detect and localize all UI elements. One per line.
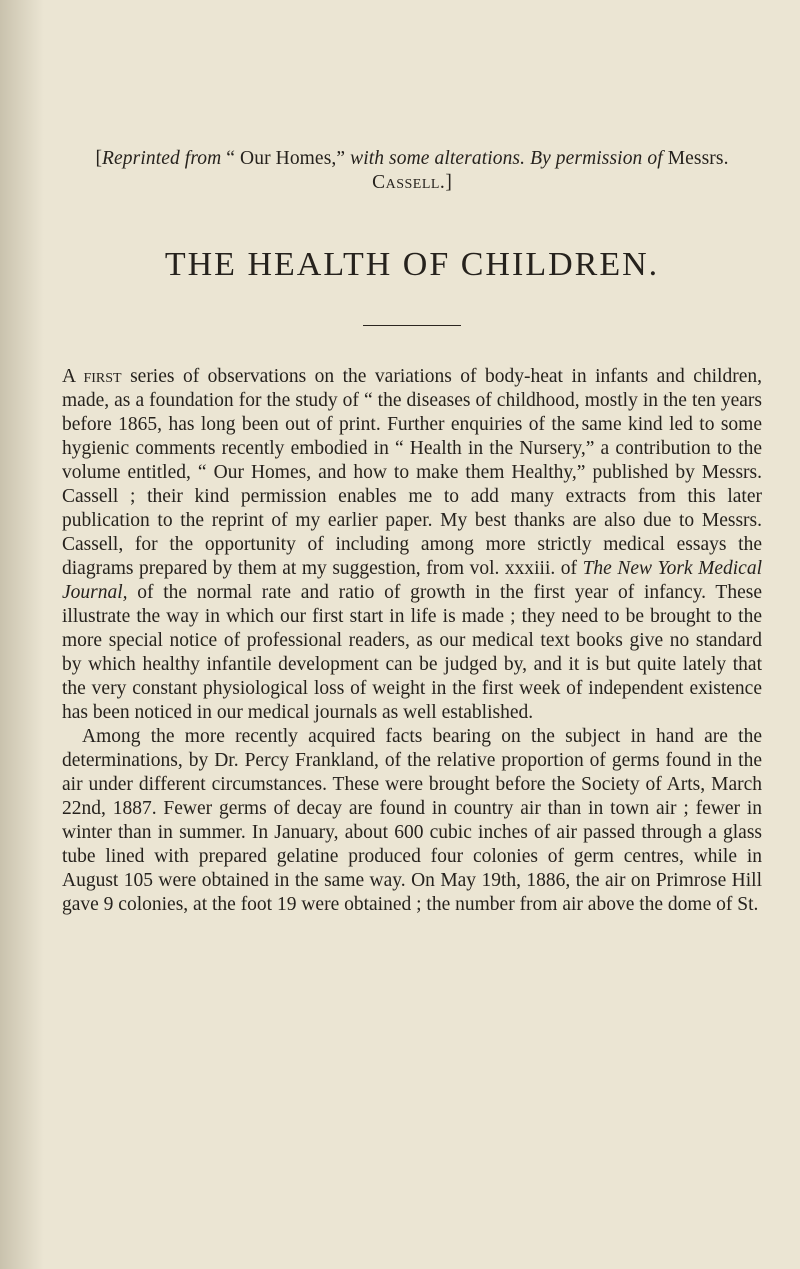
reprint-note (62, 147, 762, 195)
page-edge-shadow (0, 0, 44, 1269)
journal-title: The New York Medical Journal, (62, 558, 762, 603)
page-title: THE HEALTH OF CHILDREN. (164, 246, 660, 283)
paragraph-1 (62, 365, 762, 725)
paragraph-1-text-a: series of observations on the variations of body-heat in infants and children, made, as a foundation for the study of “ the diseases of childhood, mostly in the ten years before 1865, has long been out of print. Further enquiries of the same kind led to some hygienic comments recently embodied in “ Health in the Nursery,” a contribution to the volume entitled, “ Our Homes, and how to make them Healthy,” published by Messrs. Cassell ; their kind permission enables me to add many extracts from this later publication to the reprint of my earlier paper. My best thanks are also due to Messrs. Cassell, for the opportunity of including among more strictly medical essays the diagrams prepared by them at my suggestion, from vol. xxxiii. of (62, 366, 762, 579)
reprint-messrs: Messrs. (662, 148, 729, 169)
body-text (62, 365, 762, 917)
reprint-alterations: with some alterations. By permission of (350, 148, 663, 169)
reprint-source-title: “ Our Homes,” (221, 148, 351, 169)
reprint-reprinted-from: Reprinted from (102, 148, 222, 169)
reprint-publisher: Cassell. (372, 172, 446, 193)
paragraph-1-text-b: of the normal rate and ratio of growth in the first year of infancy. These illustrate the way in which our first start in life is made ; they need to be brought to the more special notice of professional readers, as our medical text books give no standard by which healthy infantile development can be judged by, and it is but quite lately that the very constant physiological loss of weight in the first week of independent existence has been noticed in our medical journals as well established. (62, 582, 762, 723)
reprint-open-bracket: [ (95, 148, 103, 169)
paragraph-2: Among the more recently acquired facts bearing on the subject in hand are the determinations, by Dr. Percy Frankland, of the relative proportion of germs found in the air under different circumstances. These were brought before the Society of Arts, March 22nd, 1887. Fewer germs of decay are found in country air than in town air ; fewer in winter than in summer. In January, about 600 cubic inches of air passed through a glass tube lined with prepared gelatine produced four colonies of germ centres, while in August 105 were obtained in the same way. On May 19th, 1886, the air on Primrose Hill gave 9 colonies, at the foot 19 were obtained ; the number from air above the dome of St. (62, 726, 762, 915)
reprint-close-bracket: ] (445, 172, 452, 193)
title-divider (363, 325, 461, 326)
paragraph-1-opening: A first (62, 366, 122, 387)
document-page (62, 0, 762, 917)
